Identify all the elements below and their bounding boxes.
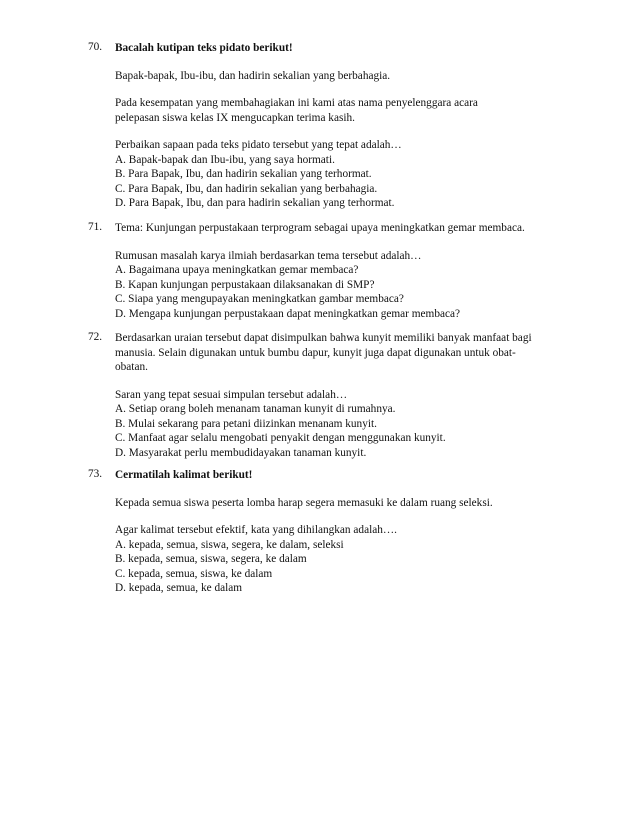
question-70 [88,41,578,211]
question-prompt: Saran yang tepat sesuai simpulan tersebut adalah… [115,388,348,401]
option-b: B. Kapan kunjungan perpustakaan dilaksanakan di SMP? [115,278,375,291]
question-title: Bacalah kutipan teks pidato berikut! [115,42,293,54]
question-71 [88,221,578,321]
option-c: C. Para Bapak, Ibu, dan hadirin sekalian yang berbahagia. [115,182,378,195]
passage-line: pelepasan siswa kelas IX mengucapkan terima kasih. [115,111,355,124]
option-a: A. kepada, semua, siswa, segera, ke dalam, seleksi [115,538,344,551]
question-prompt: Agar kalimat tersebut efektif, kata yang dihilangkan adalah…. [115,524,398,536]
question-body [115,41,578,211]
option-b: B. Para Bapak, Ibu, dan hadirin sekalian yang terhormat. [115,168,372,180]
question-title-line: Berdasarkan uraian tersebut dapat disimpulkan bahwa kunyit memiliki banyak manfaat bagi [115,332,532,344]
question-body [115,221,578,321]
question-72 [88,331,578,460]
option-a: A. Setiap orang boleh menanam tanaman kunyit di rumahnya. [115,403,396,415]
option-c: C. Siapa yang mengupayakan meningkatkan gambar membaca? [115,293,404,305]
question-number: 72. [88,331,103,343]
question-title: Tema: Kunjungan perpustakaan terprogram sebagai upaya meningkatkan gemar membaca. [115,222,525,234]
question-title-line: manusia. Selain digunakan untuk bumbu dapur, kunyit juga dapat digunakan untuk obat- [115,346,516,359]
question-title: Cermatilah kalimat berikut! [115,469,253,481]
option-d: D. kepada, semua, ke dalam [115,582,243,594]
option-a: A. Bagaimana upaya meningkatkan gemar membaca? [115,264,359,276]
option-b: B. kepada, semua, siswa, segera, ke dalam [115,553,307,565]
question-body [115,331,578,460]
option-d: D. Masyarakat perlu membudidayakan tanaman kunyit. [115,446,367,459]
question-number: 71. [88,221,103,233]
question-number: 73. [88,468,103,480]
option-a: A. Bapak-bapak dan Ibu-ibu, yang saya hormati. [115,153,335,166]
question-prompt: Perbaikan sapaan pada teks pidato tersebut yang tepat adalah… [115,139,402,151]
question-prompt: Rumusan masalah karya ilmiah berdasarkan tema tersebut adalah… [115,249,422,262]
passage-line: Pada kesempatan yang membahagiakan ini kami atas nama penyelenggara acara [115,97,478,109]
option-c: C. Manfaat agar selalu mengobati penyakit dengan menggunakan kunyit. [115,432,446,444]
question-title-line: obatan. [115,361,148,373]
option-d: D. Para Bapak, Ibu, dan para hadirin sekalian yang terhormat. [115,197,395,209]
option-c: C. kepada, semua, siswa, ke dalam [115,567,273,580]
option-d: D. Mengapa kunjungan perpustakaan dapat meningkatkan gemar membaca? [115,307,461,320]
option-b: B. Mulai sekarang para petani diizinkan menanam kunyit. [115,417,377,430]
passage-line: Bapak-bapak, Ibu-ibu, dan hadirin sekalian yang berbahagia. [115,69,391,82]
question-body [115,468,578,596]
question-number: 70. [88,41,103,53]
passage-line: Kepada semua siswa peserta lomba harap segera memasuki ke dalam ruang seleksi. [115,496,493,509]
question-73 [88,468,578,596]
